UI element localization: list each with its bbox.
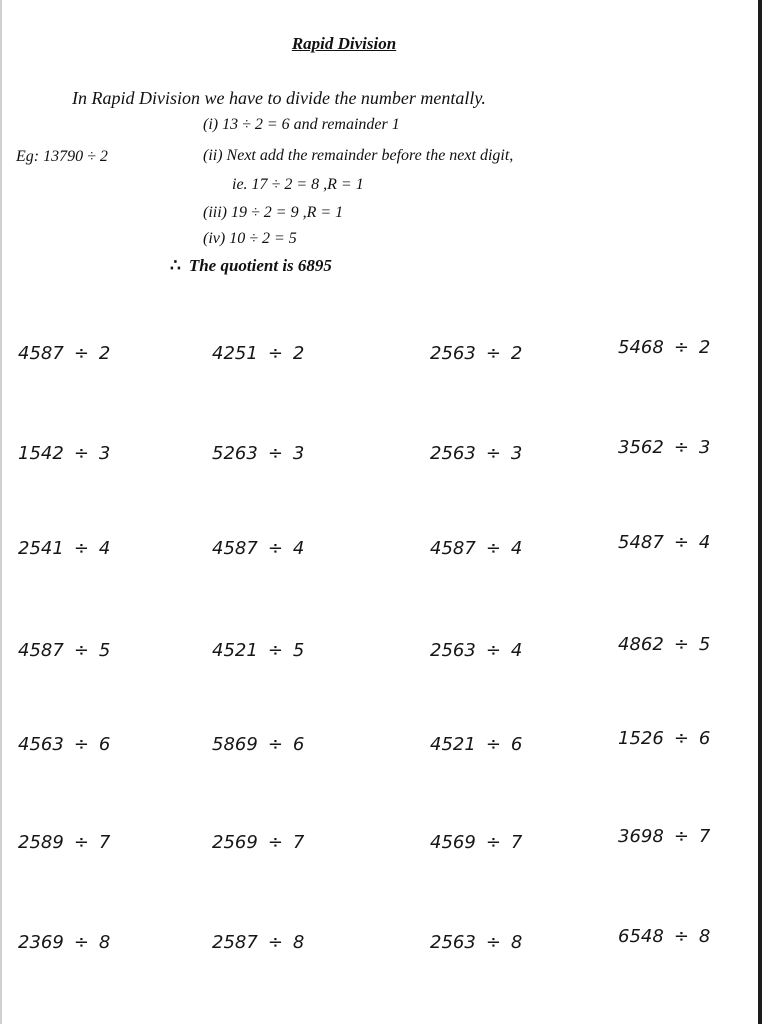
divisor: 6	[292, 734, 305, 755]
division-sign: ÷	[485, 832, 501, 853]
division-sign: ÷	[267, 734, 283, 755]
division-problem	[618, 437, 710, 458]
division-sign: ÷	[673, 532, 689, 553]
division-sign: ÷	[673, 337, 689, 358]
division-problem	[618, 337, 710, 358]
division-problem	[18, 443, 110, 464]
division-problem	[212, 443, 304, 464]
division-problem	[18, 343, 110, 364]
dividend: 2563	[430, 443, 476, 464]
example-step-2: (ii) Next add the remainder before the next digit,	[203, 147, 514, 164]
division-sign: ÷	[267, 343, 283, 364]
dividend: 1542	[18, 443, 64, 464]
division-problem	[430, 734, 522, 755]
divisor: 8	[510, 932, 523, 953]
dividend: 5468	[618, 337, 664, 358]
division-problem	[430, 538, 522, 559]
dividend: 4587	[212, 538, 258, 559]
division-problem	[18, 832, 110, 853]
conclusion-text: The quotient is 6895	[188, 256, 332, 275]
divisor: 2	[98, 343, 111, 364]
dividend: 2589	[18, 832, 64, 853]
division-sign: ÷	[267, 932, 283, 953]
division-sign: ÷	[73, 443, 89, 464]
divisor: 8	[698, 926, 711, 947]
division-problem	[18, 538, 110, 559]
dividend: 4521	[212, 640, 258, 661]
division-problem	[212, 538, 304, 559]
divisor: 7	[292, 832, 305, 853]
dividend: 4563	[18, 734, 64, 755]
divisor: 3	[292, 443, 305, 464]
dividend: 3562	[618, 437, 664, 458]
page-title: Rapid Division	[291, 34, 397, 53]
division-sign: ÷	[73, 640, 89, 661]
division-problem	[212, 343, 304, 364]
divisor: 5	[98, 640, 111, 661]
dividend: 2563	[430, 640, 476, 661]
dividend: 2541	[18, 538, 64, 559]
divisor: 4	[292, 538, 305, 559]
division-sign: ÷	[485, 443, 501, 464]
example-step-4: (iv) 10 ÷ 2 = 5	[203, 230, 297, 247]
division-sign: ÷	[267, 443, 283, 464]
dividend: 2587	[212, 932, 258, 953]
division-problem	[212, 932, 304, 953]
division-problem	[18, 734, 110, 755]
division-sign: ÷	[485, 343, 501, 364]
example-label: Eg: 13790 ÷ 2	[16, 148, 108, 165]
division-problem	[212, 832, 304, 853]
dividend: 1526	[618, 728, 664, 749]
division-problem	[430, 832, 522, 853]
dividend: 3698	[618, 826, 664, 847]
divisor: 4	[98, 538, 111, 559]
division-problem	[430, 443, 522, 464]
division-sign: ÷	[267, 832, 283, 853]
division-sign: ÷	[485, 538, 501, 559]
division-problem	[430, 343, 522, 364]
intro-text: In Rapid Division we have to divide the number mentally.	[72, 88, 486, 108]
divisor: 4	[510, 538, 523, 559]
example-step-1: (i) 13 ÷ 2 = 6 and remainder 1	[203, 116, 400, 133]
dividend: 2563	[430, 343, 476, 364]
division-sign: ÷	[73, 932, 89, 953]
divisor: 6	[98, 734, 111, 755]
division-sign: ÷	[673, 826, 689, 847]
division-problem	[212, 734, 304, 755]
divisor: 2	[510, 343, 523, 364]
dividend: 4521	[430, 734, 476, 755]
division-sign: ÷	[485, 640, 501, 661]
division-sign: ÷	[73, 734, 89, 755]
dividend: 4587	[18, 343, 64, 364]
division-problem	[430, 932, 522, 953]
dividend: 2569	[212, 832, 258, 853]
divisor: 5	[698, 634, 711, 655]
divisor: 4	[698, 532, 711, 553]
division-sign: ÷	[673, 634, 689, 655]
division-problem	[212, 640, 304, 661]
divisor: 5	[292, 640, 305, 661]
dividend: 4569	[430, 832, 476, 853]
division-sign: ÷	[73, 538, 89, 559]
dividend: 5869	[212, 734, 258, 755]
divisor: 6	[510, 734, 523, 755]
divisor: 7	[510, 832, 523, 853]
example-step-2-detail: ie. 17 ÷ 2 = 8 ,R = 1	[232, 176, 364, 193]
dividend: 4251	[212, 343, 258, 364]
division-problem	[618, 532, 710, 553]
dividend: 5263	[212, 443, 258, 464]
division-sign: ÷	[673, 437, 689, 458]
division-sign: ÷	[485, 734, 501, 755]
dividend: 4587	[18, 640, 64, 661]
dividend: 4862	[618, 634, 664, 655]
divisor: 3	[98, 443, 111, 464]
dividend: 2563	[430, 932, 476, 953]
dividend: 6548	[618, 926, 664, 947]
division-problem	[618, 826, 710, 847]
division-sign: ÷	[267, 640, 283, 661]
divisor: 4	[510, 640, 523, 661]
division-sign: ÷	[73, 343, 89, 364]
divisor: 2	[292, 343, 305, 364]
division-problem	[430, 640, 522, 661]
division-problem	[618, 728, 710, 749]
division-sign: ÷	[485, 932, 501, 953]
example-step-3: (iii) 19 ÷ 2 = 9 ,R = 1	[203, 204, 344, 221]
division-sign: ÷	[267, 538, 283, 559]
division-problem	[18, 640, 110, 661]
therefore-symbol: ∴	[170, 256, 181, 275]
division-sign: ÷	[73, 832, 89, 853]
divisor: 8	[292, 932, 305, 953]
divisor: 7	[98, 832, 111, 853]
division-sign: ÷	[673, 926, 689, 947]
division-problem	[618, 634, 710, 655]
dividend: 4587	[430, 538, 476, 559]
divisor: 2	[698, 337, 711, 358]
divisor: 7	[698, 826, 711, 847]
dividend: 2369	[18, 932, 64, 953]
dividend: 5487	[618, 532, 664, 553]
divisor: 8	[98, 932, 111, 953]
division-problem	[618, 926, 710, 947]
divisor: 3	[510, 443, 523, 464]
divisor: 3	[698, 437, 711, 458]
divisor: 6	[698, 728, 711, 749]
division-sign: ÷	[673, 728, 689, 749]
division-problem	[18, 932, 110, 953]
